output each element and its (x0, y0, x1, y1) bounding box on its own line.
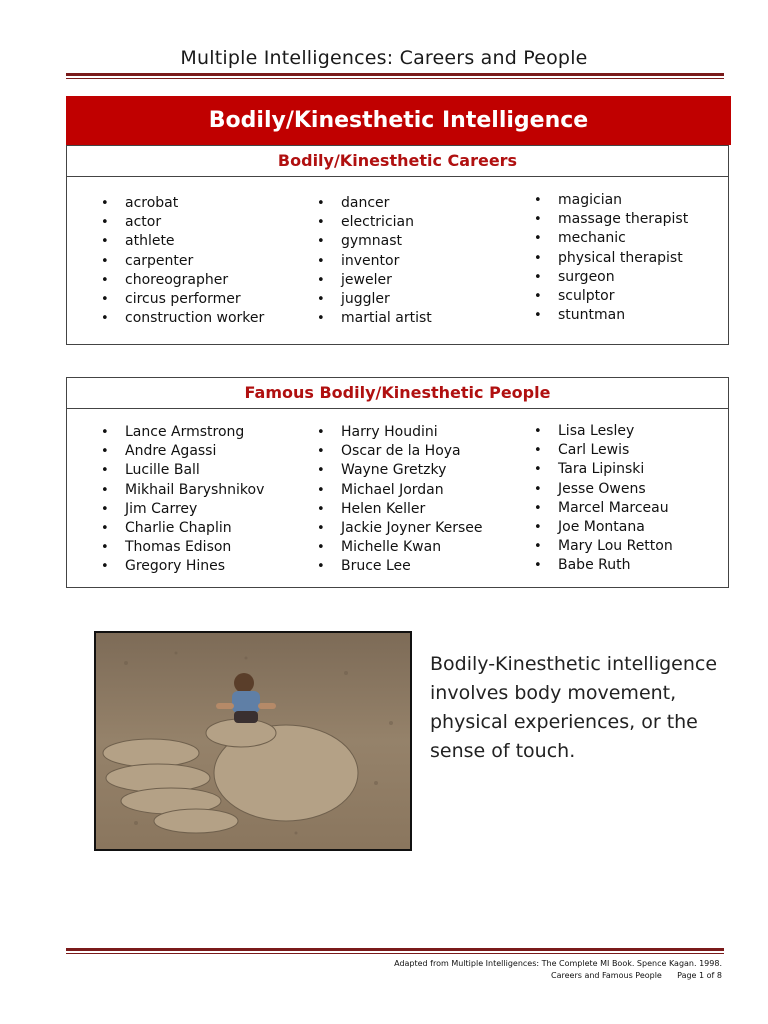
people-column-1 (101, 423, 264, 577)
list-item: • juggler (317, 290, 432, 309)
list-item: • Babe Ruth (534, 556, 673, 575)
list-item: • sculptor (534, 287, 688, 306)
list-item: • dancer (317, 194, 432, 213)
header-rule-thin (66, 78, 724, 79)
list-item: • Michelle Kwan (317, 538, 483, 557)
list-item: • Jesse Owens (534, 480, 673, 499)
list-item: • Michael Jordan (317, 481, 483, 500)
list-item: • Helen Keller (317, 500, 483, 519)
list-item: • gymnast (317, 232, 432, 251)
section-banner: Bodily/Kinesthetic Intelligence (66, 96, 731, 145)
list-item: • Bruce Lee (317, 557, 483, 576)
list-item: • Oscar de la Hoya (317, 442, 483, 461)
footer-rule-thin (66, 953, 724, 954)
list-item: • inventor (317, 252, 432, 271)
list-item: • choreographer (101, 271, 264, 290)
careers-title: Bodily/Kinesthetic Careers (67, 146, 728, 177)
list-item: • athlete (101, 232, 264, 251)
list-item: • Jim Carrey (101, 500, 264, 519)
list-item: • martial artist (317, 309, 432, 328)
header-rule (66, 73, 724, 76)
list-item: • Mikhail Baryshnikov (101, 481, 264, 500)
footer-citation: Adapted from Multiple Intelligences: The Complete MI Book. Spence Kagan. 1998. (394, 959, 722, 968)
sand-sculpture-photo (94, 631, 412, 851)
list-item: • actor (101, 213, 264, 232)
careers-box (66, 145, 729, 345)
list-item: • Gregory Hines (101, 557, 264, 576)
list-item: • Charlie Chaplin (101, 519, 264, 538)
list-item: • mechanic (534, 229, 688, 248)
list-item: • Marcel Marceau (534, 499, 673, 518)
people-column-3 (534, 422, 673, 576)
footer-rule (66, 948, 724, 951)
intelligence-description: Bodily-Kinesthetic intelligence involves body movement, physical experiences, or the sense of touch. (430, 653, 718, 762)
list-item: • Harry Houdini (317, 423, 483, 442)
list-item: • Thomas Edison (101, 538, 264, 557)
list-item: • carpenter (101, 252, 264, 271)
list-item: • jeweler (317, 271, 432, 290)
list-item: • electrician (317, 213, 432, 232)
list-item: • construction worker (101, 309, 264, 328)
list-item: • Wayne Gretzky (317, 461, 483, 480)
people-column-2 (317, 423, 483, 577)
careers-column-2 (317, 194, 432, 328)
footer-page-info: Careers and Famous People Page 1 of 8 (551, 971, 722, 980)
list-item: • Carl Lewis (534, 441, 673, 460)
list-item: • Tara Lipinski (534, 460, 673, 479)
list-item: • Lisa Lesley (534, 422, 673, 441)
careers-column-1 (101, 194, 264, 328)
list-item: • Jackie Joyner Kersee (317, 519, 483, 538)
list-item: • magician (534, 191, 688, 210)
list-item: • Andre Agassi (101, 442, 264, 461)
list-item: • surgeon (534, 268, 688, 287)
people-box (66, 377, 729, 588)
list-item: • Joe Montana (534, 518, 673, 537)
list-item: • massage therapist (534, 210, 688, 229)
list-item: • stuntman (534, 306, 688, 325)
list-item: • circus performer (101, 290, 264, 309)
list-item: • Lucille Ball (101, 461, 264, 480)
careers-column-3 (534, 191, 688, 325)
people-title: Famous Bodily/Kinesthetic People (67, 378, 728, 409)
list-item: • acrobat (101, 194, 264, 213)
list-item: • Mary Lou Retton (534, 537, 673, 556)
list-item: • physical therapist (534, 249, 688, 268)
page-header-title: Multiple Intelligences: Careers and People (180, 47, 588, 69)
list-item: • Lance Armstrong (101, 423, 264, 442)
